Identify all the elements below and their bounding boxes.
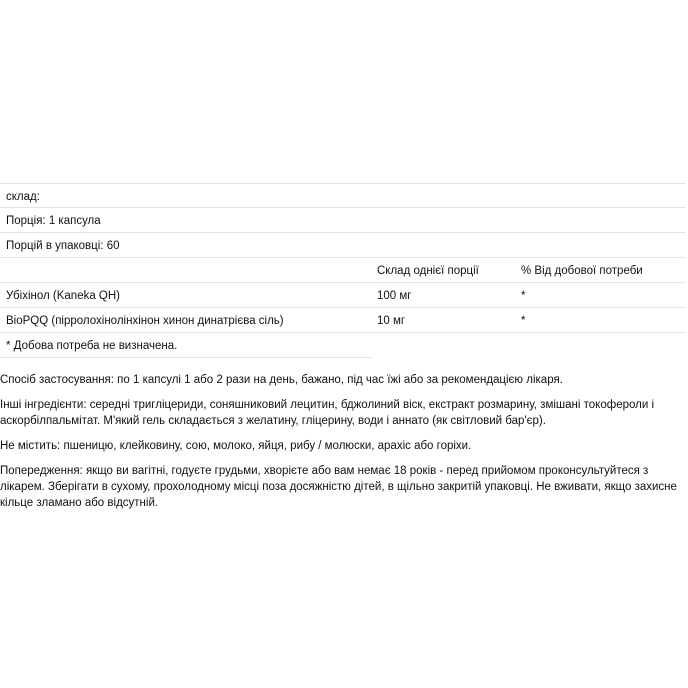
- serving-size-row: [0, 208, 686, 233]
- servings-per-container-row: [0, 233, 686, 258]
- free-of-paragraph: Не містить: пшеницю, клейковину, сою, молоко, яйця, рибу / молюски, арахіс або горіхи.: [0, 440, 472, 452]
- serving-size: Порція: 1 капсула: [6, 215, 101, 227]
- column-header-daily-value: % Від добової потреби: [521, 265, 643, 277]
- product-notes: [0, 372, 686, 520]
- ingredient-amount: 10 мг: [377, 315, 406, 327]
- ingredient-daily-value: *: [521, 315, 526, 327]
- facts-heading-row: [0, 183, 686, 208]
- ingredient-name: BioPQQ (пірролохінолінхінон хинон динатрієва сіль): [6, 315, 284, 327]
- column-header-per-serving: Склад однієї порції: [377, 265, 479, 277]
- supplement-facts-table: [0, 183, 686, 358]
- facts-heading: склад:: [6, 191, 40, 203]
- table-row: [0, 308, 686, 333]
- ingredient-name: Убіхінол (Kaneka QH): [6, 290, 121, 302]
- table-row: [0, 283, 686, 308]
- ingredient-amount: 100 мг: [377, 290, 412, 302]
- ingredient-daily-value: *: [521, 290, 526, 302]
- daily-value-footnote: * Добова потреба не визначена.: [6, 340, 178, 352]
- servings-per-container: Порцій в упаковці: 60: [6, 240, 120, 252]
- warning-paragraph: Попередження: якщо ви вагітні, годуєте грудьми, хворієте або вам немає 18 років - перед прийомом проконсультуйтеся з лікарем. Зберігати в сухому, прохолодному місці поза досяжністю дітей, в щільно закритій упаковці. Не вживати, якщо захисне кільце зламано або відсутній.: [0, 465, 677, 509]
- column-header-row: [0, 258, 686, 283]
- usage-paragraph: Спосіб застосування: по 1 капсулі 1 або 2 рази на день, бажано, під час їжі або за рекомендацією лікаря.: [0, 374, 563, 386]
- other-ingredients-paragraph: Інші інгредієнти: середні тригліцериди, соняшниковий лецитин, бджолиний віск, екстракт розмарину, змішані токофероли і аскорбілпальмітат. М'який гель складається з желатину, гліцерину, води і аннато (як світловий бар'єр).: [0, 399, 655, 427]
- footnote-row: [0, 333, 373, 358]
